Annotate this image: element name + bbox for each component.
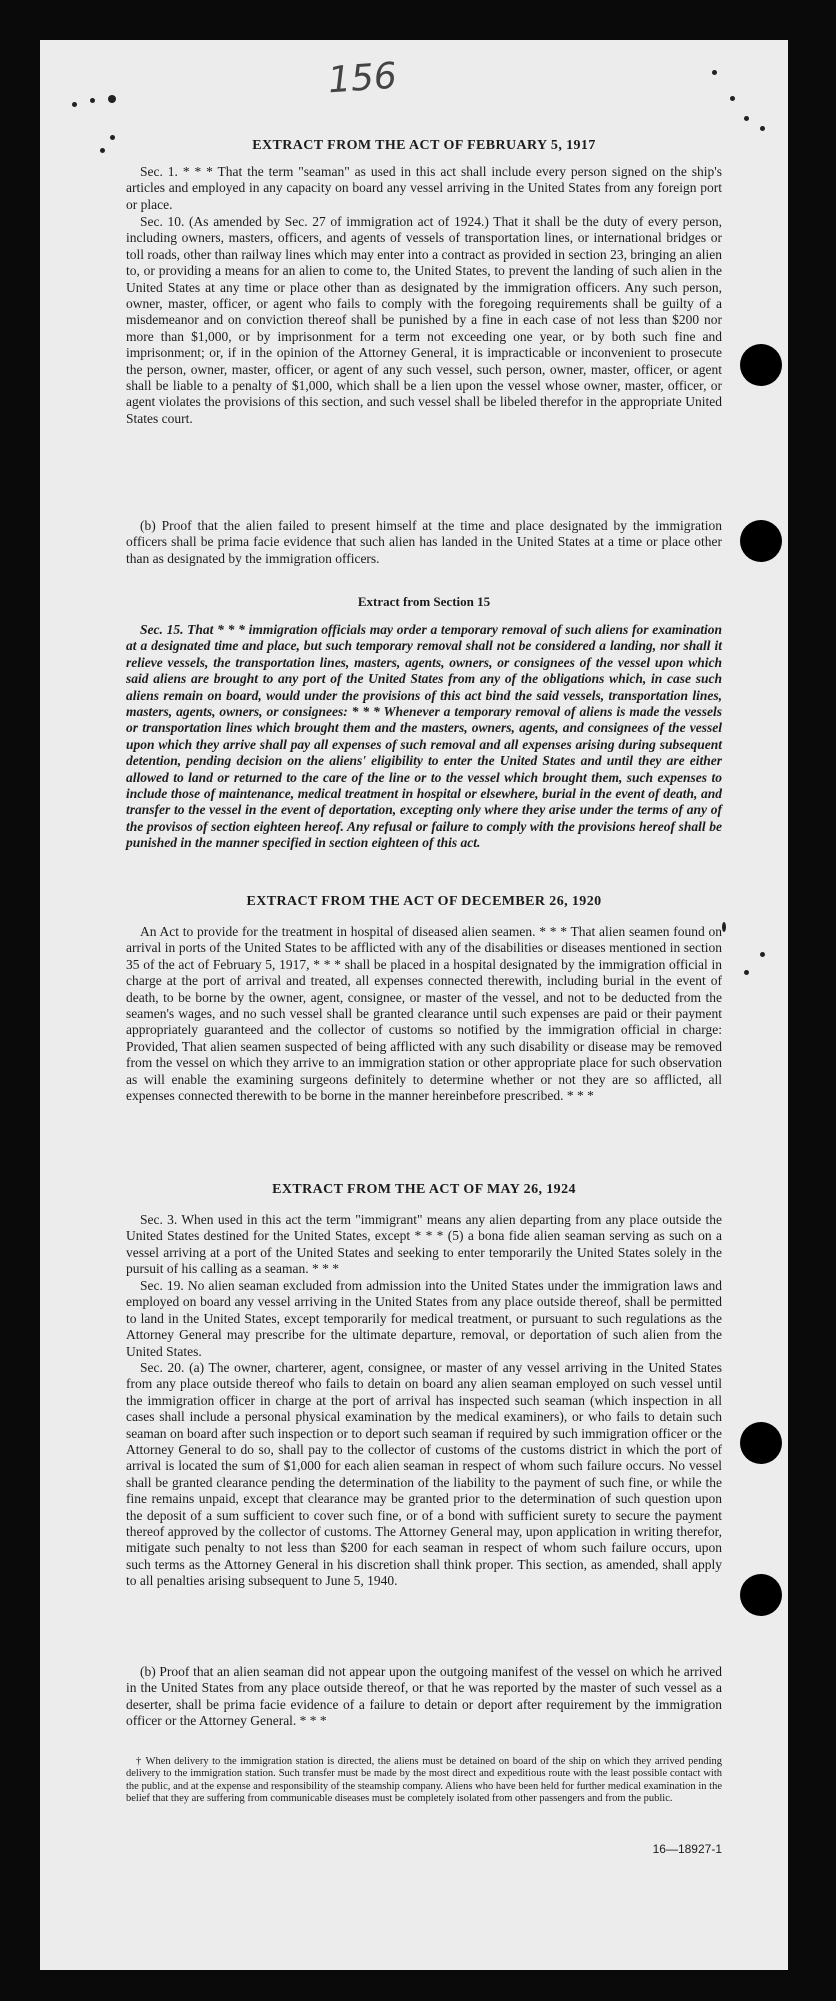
section-subheading: Extract from Section 15 <box>357 594 491 609</box>
paragraph: Sec. 1. * * * That the term "seaman" as used in this act shall include every person signed on the ship's articles and employed in any capacity on board any vessel arriving in the United States from any foreign port or place. <box>126 164 722 212</box>
paragraph: Sec. 10. (As amended by Sec. 27 of immigration act of 1924.) That it shall be the duty of every person, including owners, masters, officers, and agents of vessels of transportation lines, or international bridges or toll roads, other than railway lines which may enter into a contract as provided in section 23, bringing an alien to, or providing a means for an alien to come to, the United States, to prevent the landing of such alien in the United States at any time or place other than as designated by the immigration officers. Any such person, owner, master, officer, or agent who fails to comply with the foregoing requirements shall be guilty of a misdemeanor and on conviction thereof shall be punished by a fine in each case of not less than $200 nor more than $1,000, or by imprisonment for a term not exceeding one year, or by both such fine and imprisonment; or, if in the opinion of the Attorney General, it is impracticable or inconvenient to prosecute the person, owner, master, officer, or agent of any such vessel, such person, owner, master, officer, or agent shall be liable to a penalty of $1,000, which shall be a lien upon the vessel whose owner, master, officer, or agent violates the provisions of this section, and such vessel shall be libeled therefor in the appropriate United States court. <box>126 214 722 426</box>
paragraph: Sec. 3. When used in this act the term "immigrant" means any alien departing from any place outside the United States destined for the United States, except * * * (5) a bona fide alien seaman serving as such on a vessel arriving at a port of the United States and seeking to enter temporarily the United States solely in the pursuit of his calling as a seaman. * * * <box>126 1212 722 1277</box>
form-number: 16—18927-1 <box>652 1842 722 1856</box>
paragraph: Sec. 15. That * * * immigration officials may order a temporary removal of such aliens for examination at a designated time and place, but such temporary removal shall not be considered a landing, nor shall it relieve vessels, the transportation lines, masters, agents, owners, or consignees of the vessel upon which said aliens are brought to any port of the United States from any of the obligations which, in case such aliens remain on board, would under the provisions of this act bind the said vessels, transportation lines, masters, agents, owners, or consignees: * * * Whenever a temporary removal of aliens is made the vessels or transportation lines which brought them and the masters, owners, agents, and consignees of the vessel upon which they arrive shall pay all expenses of such removal and all expenses arising during subsequent detention, pending decision on the aliens' eligibility to enter the United States and until they are either allowed to land or returned to the care of the line or to the vessel which brought them, such expenses to include those of maintenance, medical treatment in hospital or elsewhere, burial in the event of death, and transfer to the vessel in the event of deportation, excepting only where they arise under the terms of any of the provisos of section eighteen hereof. Any refusal or failure to comply with the provisions hereof shall be punished in the manner specified in section eighteen of this act. <box>126 622 722 851</box>
paragraph: Sec. 20. (a) The owner, charterer, agent, consignee, or master of any vessel arriving in the United States from any place outside thereof who fails to detain on board any alien seaman employed on such vessel until the immigration officer in charge at the port of arrival has inspected such seaman (which inspection in all cases shall include a personal physical examination by the medical examiners), or who fails to detain such seaman on board after such inspection or to deport such seaman if required by such immigration officer or the Attorney General to do so, shall pay to the collector of customs of the customs district in which the port of arrival is located the sum of $1,000 for each alien seaman in respect of whom such failure occurs. No vessel shall be granted clearance pending the determination of the liability to the payment of such fine, or while the fine remains unpaid, except that clearance may be granted prior to the determination of such question upon the deposit of a sum sufficient to cover such fine, or of a bond with sufficient surety to secure the payment thereof approved by the collector of customs. The Attorney General may, upon application in writing therefor, mitigate such penalty to not less than $200 for each seaman in respect of whom such failure occurs, upon such terms as the Attorney General in his discretion shall think proper. This section, as amended, shall apply to all penalties arising subsequent to June 5, 1940. <box>126 1360 722 1589</box>
footnote: † When delivery to the immigration station is directed, the aliens must be detained on board of the ship on which they arrived pending delivery to the immigration station. Such transfer must be made by the most direct and expeditious route with the least possible contact with the public, and at the expense and responsibility of the steamship company. Aliens who have been held for further medical examination in the belief that they are suffering from communicable diseases must be completely isolated from other passengers and from the public. <box>126 1756 722 1805</box>
punch-hole <box>740 344 782 386</box>
paragraph: An Act to provide for the treatment in hospital of diseased alien seamen. * * * That alien seamen found on arrival in ports of the United States to be afflicted with any of the disabilities or diseases mentioned in section 35 of the act of February 5, 1917, * * * shall be placed in a hospital designated by the immigration official in charge at the port of arrival and treated, all expenses connected therewith, including burial in the event of death, to be borne by the owner, agent, consignee, or master of the vessel, and not to be deducted from the seamen's wages, and no such vessel shall be granted clearance until such expenses are paid or their payment appropriately guaranteed and the collector of customs so notified by the immigration official in charge: Provided, That alien seamen suspected of being afflicted with any such disability or disease may be removed from the vessel on which they arrive to an immigration station or other appropriate place for such observation as will enable the examining surgeons definitely to determine whether or not they are so afflicted, all expenses connected therewith to be borne in the manner hereinbefore prescribed. * * * <box>126 924 722 1104</box>
section-heading: EXTRACT FROM THE ACT OF DECEMBER 26, 1920 <box>246 894 602 909</box>
paragraph: (b) Proof that an alien seaman did not appear upon the outgoing manifest of the vessel on which he arrived in the United States from any place outside thereof, or that he was reported by the master of such vessel as a deserter, shall be prima facie evidence of a failure to detain or deport after requirement by the immigration officer or the Attorney General. * * * <box>126 1664 722 1729</box>
section-heading: EXTRACT FROM THE ACT OF MAY 26, 1924 <box>272 1182 576 1197</box>
punch-hole <box>740 1574 782 1616</box>
section-heading: EXTRACT FROM THE ACT OF FEBRUARY 5, 1917 <box>252 138 596 153</box>
punch-hole <box>740 520 782 562</box>
paragraph: Sec. 19. No alien seaman excluded from admission into the United States under the immigration laws and employed on board any vessel arriving in the United States from any place outside thereof, shall be permitted to land in the United States, except temporarily for medical treatment, or pursuant to such regulations as the Attorney General may prescribe for the ultimate departure, removal, or deportation of such alien from the United States. <box>126 1278 722 1359</box>
document-page <box>40 40 788 1970</box>
handwritten-page-number: 156 <box>326 55 399 102</box>
punch-hole <box>740 1422 782 1464</box>
paragraph: (b) Proof that the alien failed to present himself at the time and place designated by the immigration officers shall be prima facie evidence that such alien has landed in the United States at a time or place other than as designated by the immigration officers. <box>126 518 722 566</box>
